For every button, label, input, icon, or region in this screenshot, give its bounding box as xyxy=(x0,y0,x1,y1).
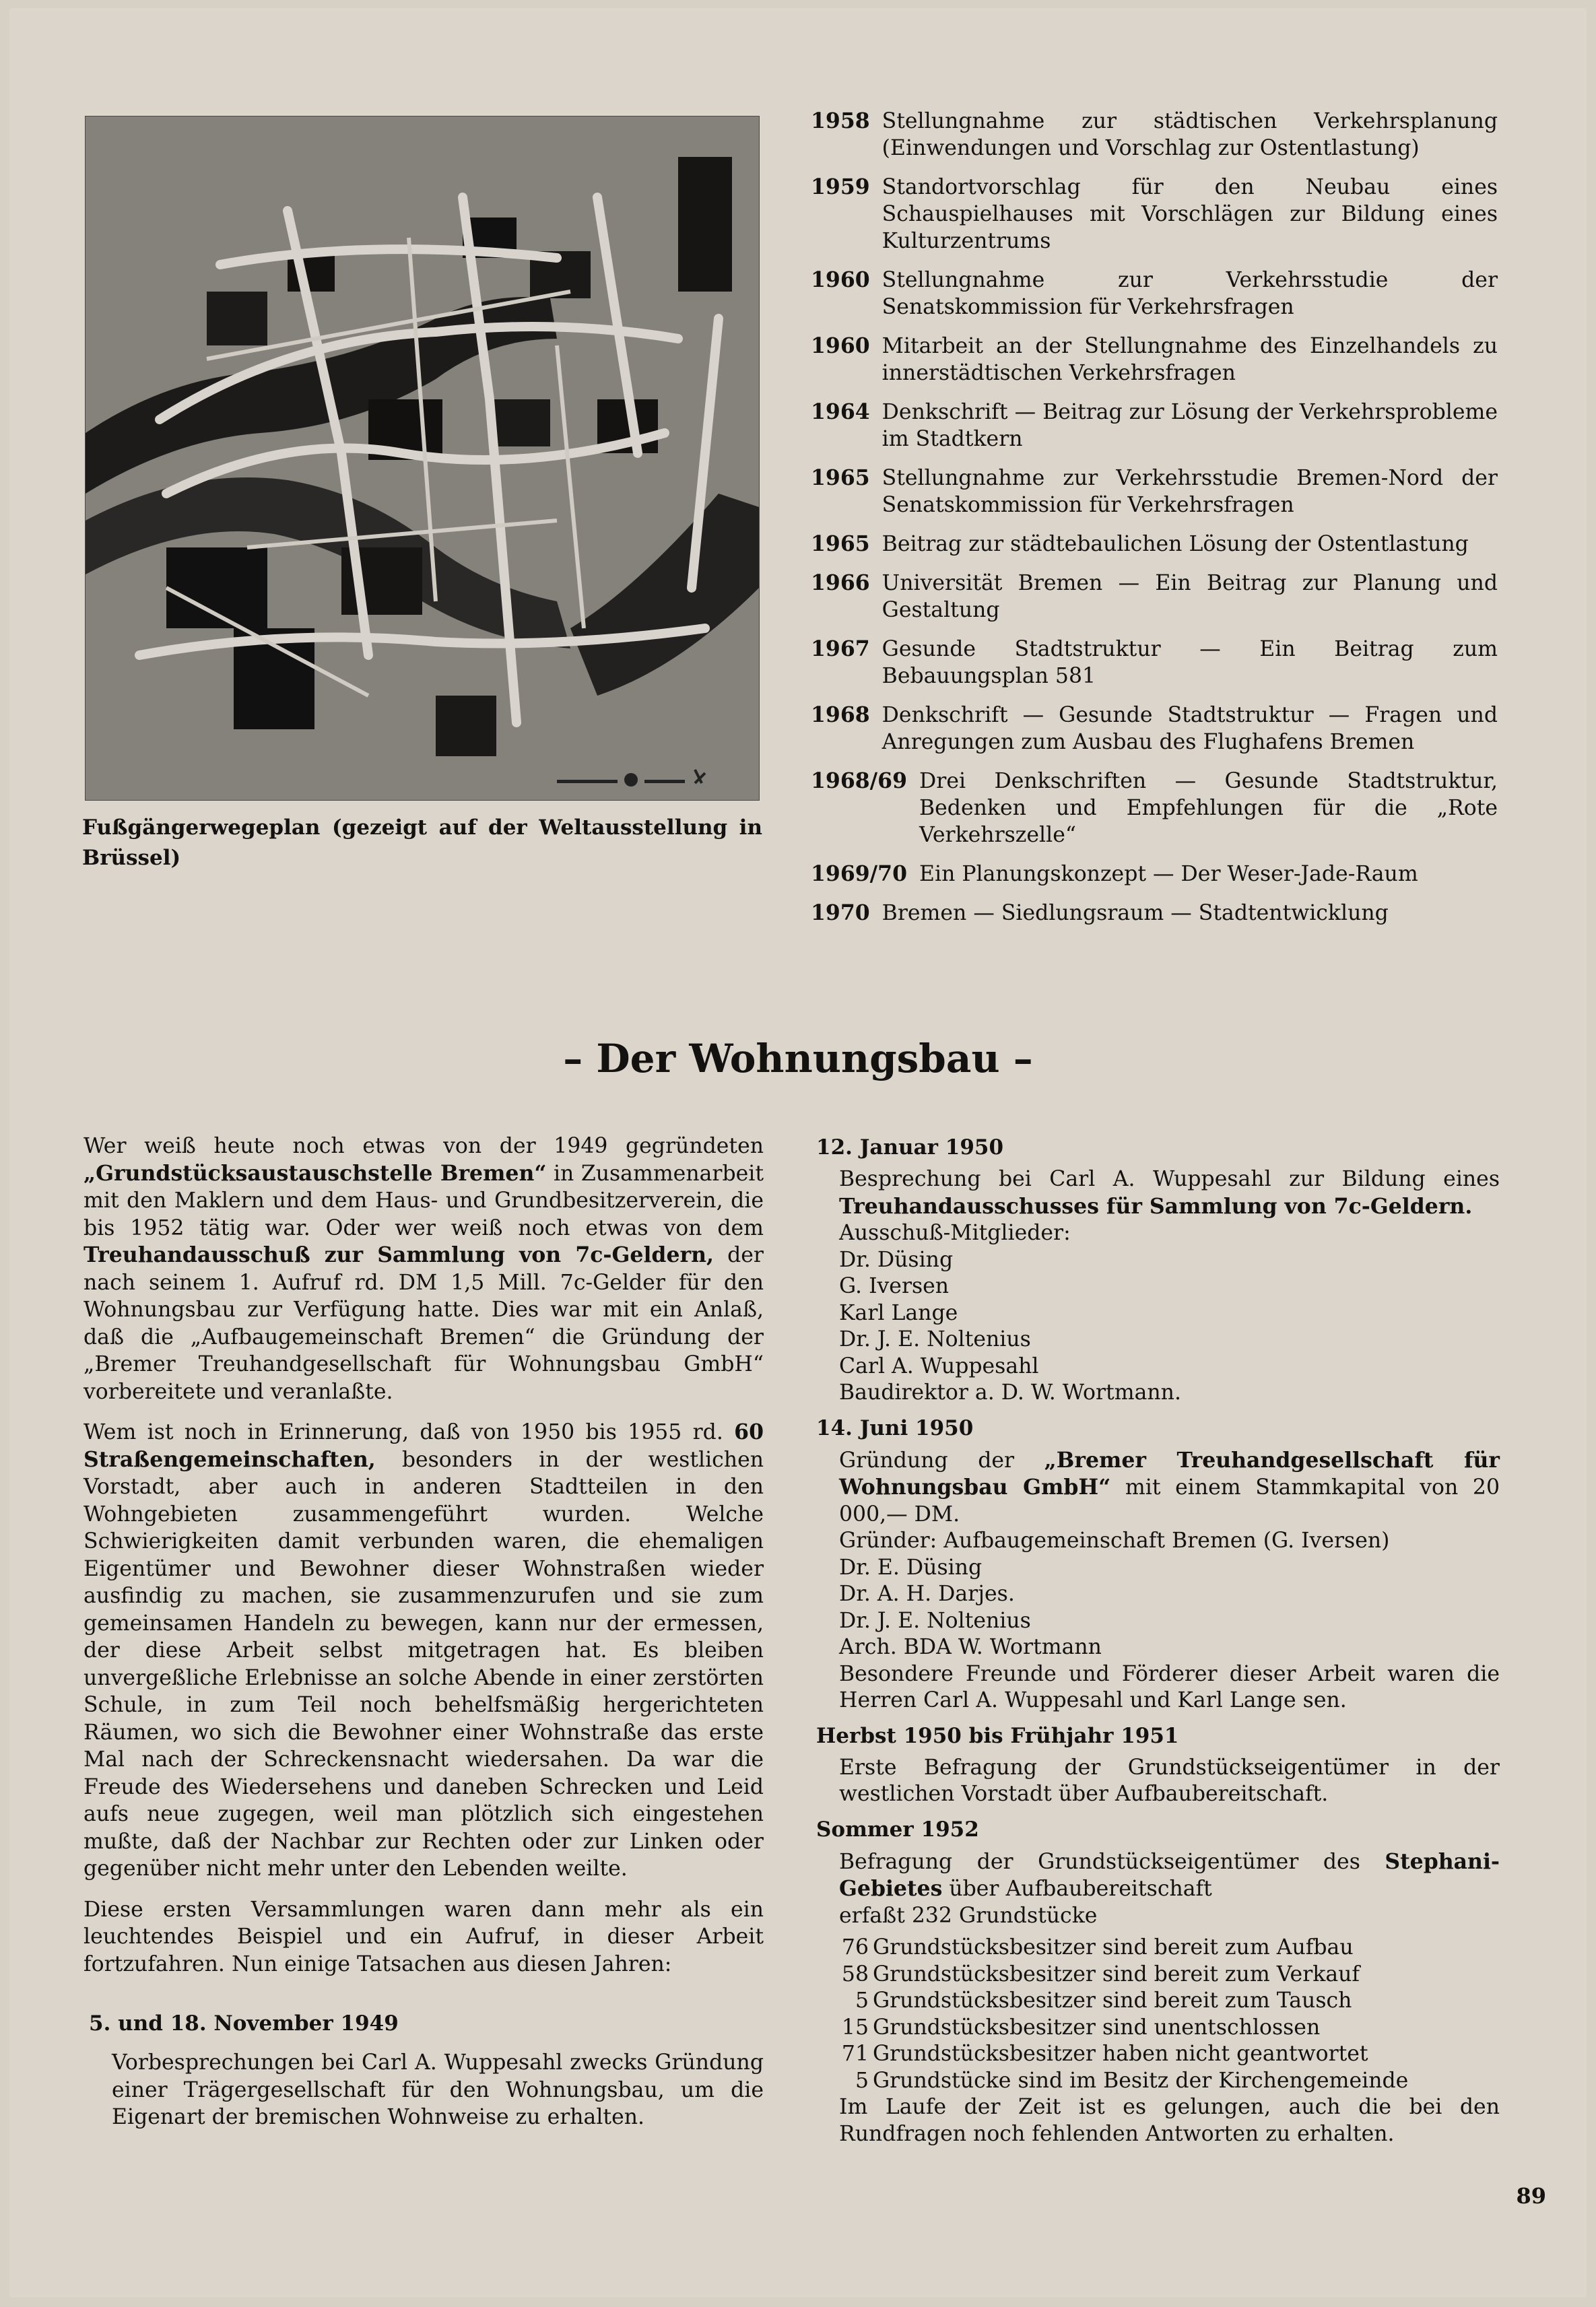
member-name: Carl A. Wuppesahl xyxy=(839,1353,1039,1378)
chronology-year: 1965 xyxy=(811,531,870,556)
paragraph-1: Wer weiß heute noch etwas von der 1949 gegründeten „Grundstücksaustauschstelle Bremen“ in Zusammenarbeit mit den Maklern und dem Haus- und Grundbesitzerverein, die bis 1952 tätig war. Oder wer weiß noch etwas von dem Treuhandausschuß zur Sammlung von 7c-Geldern, der nach seinem 1. Aufruf rd. DM 1,5 Mill. 7c-Gelder für den Wohnungsbau zur Verfügung hatte. Dies war mit ein Anlaß, daß die „Aufbaugemeinschaft Bremen“ die Gründung der „Bremer Treuhandgesellschaft für Wohnungsbau GmbH“ vorbereitete und veranlaßte. xyxy=(84,1134,764,1404)
chronology-year: 1969/70 xyxy=(811,861,908,886)
event-2: Gründung der „Bremer Treuhandgesellschaft für Wohnungsbau GmbH“ mit einem Stammkapital von 20 000,— DM. Gründer: Aufbaugemeinschaft Bremen (G. Iversen) Dr. E. Düsing Dr. A. H. Darjes. Dr. J. E. Noltenius Arch. BDA W. Wortmann Besondere Freunde und Förderer dieser Arbeit waren die Herren Carl A. Wuppesahl und Karl Lange sen. xyxy=(839,1447,1500,1712)
chronology-text: Beitrag zur städtebaulichen Lösung der Ostentlastung xyxy=(882,532,1469,556)
section-title: – Der Wohnungsbau – xyxy=(563,1036,1033,1081)
stat-row xyxy=(839,1988,1500,2015)
event-text: Vorbesprechungen bei Carl A. Wuppesahl zwecks Gründung einer Trägergesellschaft für den Wohnungsbau, um die Eigenart der bremischen Wohnweise zu erhalten. xyxy=(112,2050,764,2129)
stat-count: 5 xyxy=(855,1988,869,2013)
stat-row xyxy=(839,2015,1500,2042)
event-1: Besprechung bei Carl A. Wuppesahl zur Bildung eines Treuhandausschusses für Sammlung von 7c-Geldern. Ausschuß-Mitglieder: Dr. Düsing G. Iversen Karl Lange Dr. J. E. Noltenius Carl A. Wuppesahl Baudirektor a. D. W. Wortmann. xyxy=(839,1166,1500,1407)
stat-count: 58 xyxy=(841,1962,869,1986)
chronology-year: 1960 xyxy=(811,333,870,358)
chronology-text: Standortvorschlag für den Neubau eines Schauspielhauses mit Vorschlägen zur Bildung eines Kulturzentrums xyxy=(882,175,1498,253)
paragraph-3: Diese ersten Versammlungen waren dann mehr als ein leuchtendes Beispiel und ein Aufruf, in dieser Arbeit fortzufahren. Nun einige Tatsachen aus diesen Jahren: xyxy=(84,1897,764,1976)
event-date-3: Herbst 1950 bis Frühjahr 1951 xyxy=(816,1723,1179,1748)
stat-row xyxy=(839,1962,1500,1988)
stat-row xyxy=(839,2068,1500,2095)
chronology-year: 1959 xyxy=(811,174,870,199)
chronology-entry xyxy=(811,174,1498,255)
stat-text: Grundstücke sind im Besitz der Kirchengemeinde xyxy=(873,2068,1409,2093)
chronology-entry xyxy=(811,570,1498,624)
chronology-text: Universität Bremen — Ein Beitrag zur Planung und Gestaltung xyxy=(882,571,1498,622)
chronology-entry xyxy=(811,861,1498,888)
chronology-text: Mitarbeit an der Stellungnahme des Einzelhandels zu innerstädtischen Verkehrsfragen xyxy=(882,334,1498,385)
chronology-text: Bremen — Siedlungsraum — Stadtentwicklung xyxy=(882,901,1389,925)
stats-list xyxy=(839,1935,1500,2094)
page-number: 89 xyxy=(1516,2183,1546,2209)
chronology-entry xyxy=(811,768,1498,848)
chronology-text: Denkschrift — Beitrag zur Lösung der Verkehrsprobleme im Stadtkern xyxy=(882,400,1498,451)
stat-count: 15 xyxy=(841,2015,869,2040)
stat-count: 71 xyxy=(841,2042,869,2066)
chronology-entry xyxy=(811,636,1498,690)
stat-row xyxy=(839,1935,1500,1962)
stat-text: Grundstücksbesitzer sind bereit zum Aufbau xyxy=(873,1935,1354,1960)
chronology-list xyxy=(811,108,1498,939)
stat-row xyxy=(839,2041,1500,2068)
chronology-entry xyxy=(811,333,1498,387)
stat-text: Grundstücksbesitzer sind bereit zum Verkauf xyxy=(873,1962,1360,1986)
stat-text: Grundstücksbesitzer haben nicht geantwortet xyxy=(873,2042,1368,2066)
event-date-2: 14. Juni 1950 xyxy=(816,1415,974,1440)
founder-name: Arch. BDA W. Wortmann xyxy=(839,1635,1102,1659)
event-date-1: 12. Januar 1950 xyxy=(816,1135,1004,1160)
chronology-entry xyxy=(811,465,1498,519)
chronology-text: Denkschrift — Gesunde Stadtstruktur — Fragen und Anregungen zum Ausbau des Flughafens Bremen xyxy=(882,703,1498,754)
chronology-year: 1965 xyxy=(811,465,870,490)
stat-count: 5 xyxy=(855,2068,869,2093)
chronology-entry xyxy=(811,399,1498,453)
chronology-entry xyxy=(811,702,1498,756)
chronology-year: 1960 xyxy=(811,267,870,292)
event-4: Befragung der Grundstückseigentümer des Stephani-Gebietes über Aufbaubereitschaft erfaßt 232 Grundstücke 76 Grundstücksbesitzer sind bereit zum Aufbau 58 Grundstücksbesitzer sind bereit zum Verkauf 5 Grundstücksbesitzer sind bereit zum Tausch 15 Grundstücksbesitzer sind unentschlossen 71 Grundstücksbesitzer haben nicht geantwortet 5 Grundstücke sind im Besitz der Kirchengemeinde Im Laufe der Zeit ist es gelungen, auch die bei den Rundfragen noch fehlenden Antworten zu erhalten. xyxy=(839,1848,1500,2146)
page xyxy=(9,8,1587,2298)
member-name: Karl Lange xyxy=(839,1300,958,1325)
pedestrian-plan-map xyxy=(85,116,760,801)
map-graphic xyxy=(86,116,759,800)
founder-name: Dr. A. H. Darjes. xyxy=(839,1582,1015,1606)
chronology-entry xyxy=(811,267,1498,321)
chronology-text: Stellungnahme zur Verkehrsstudie Bremen-Nord der Senatskommission für Verkehrsfragen xyxy=(882,466,1498,517)
chronology-entry xyxy=(811,531,1498,558)
event-3: Erste Befragung der Grundstückseigentümer in der westlichen Vorstadt über Aufbaubereitschaft. xyxy=(839,1755,1500,1806)
stat-text: Grundstücksbesitzer sind bereit zum Tausch xyxy=(873,1988,1352,2013)
figure-caption: Fußgängerwegeplan (gezeigt auf der Weltausstellung in Brüssel) xyxy=(82,815,762,870)
paragraph-2: Wem ist noch in Erinnerung, daß von 1950 bis 1955 rd. 60 Straßengemeinschaften, besonders in der westlichen Vorstadt, aber auch in anderen Stadtteilen in den Wohngebieten zusammengeführt wurden. Welche Schwierigkeiten damit verbunden waren, die ehemaligen Eigentümer und Bewohner dieser Wohnstraßen wieder ausfindig zu machen, sie zusammenzurufen und sie zum gemeinsamen Handeln zu bewegen, kann nur der ermessen, der diese Arbeit selbst mitgetragen hat. Es bleiben unvergeßliche Erlebnisse an solche Abende in einer zerstörten Schule, in zum Teil noch behelfsmäßig hergerichteten Räumen, wo sich die Bewohner einer Wohnstraße das erste Mal nach der Schreckensnacht wiedersahen. Da war die Freude des Wiedersehens und daneben Schrecken und Leid aufs neue zugegen, weil man plötzlich sich eingestehen mußte, daß der Nachbar zur Rechten oder zur Linken oder gegenüber nicht mehr unter den Lebenden weilte. xyxy=(84,1419,764,1881)
founder-list xyxy=(839,1555,1500,1661)
chronology-text: Drei Denkschriften — Gesunde Stadtstruktur, Bedenken und Empfehlungen für die „Rote Verkehrszelle“ xyxy=(919,769,1498,847)
right-column xyxy=(816,1134,1500,2155)
chronology-year: 1970 xyxy=(811,900,870,925)
stat-count: 76 xyxy=(841,1935,869,1960)
chronology-year: 1968 xyxy=(811,702,870,727)
chronology-year: 1964 xyxy=(811,399,870,424)
left-column xyxy=(84,1133,764,2145)
member-name: Baudirektor a. D. W. Wortmann. xyxy=(839,1380,1181,1405)
founder-name: Dr. E. Düsing xyxy=(839,1555,983,1580)
event-date-4: Sommer 1952 xyxy=(816,1817,979,1842)
member-name: G. Iversen xyxy=(839,1274,950,1298)
member-name: Dr. Düsing xyxy=(839,1247,954,1272)
chronology-text: Gesunde Stadtstruktur — Ein Beitrag zum Bebauungsplan 581 xyxy=(882,637,1498,688)
stat-text: Grundstücksbesitzer sind unentschlossen xyxy=(873,2015,1321,2040)
event-date: 5. und 18. November 1949 xyxy=(89,2011,399,2036)
member-list xyxy=(839,1247,1500,1407)
chronology-year: 1967 xyxy=(811,636,870,661)
chronology-text: Stellungnahme zur Verkehrsstudie der Senatskommission für Verkehrsfragen xyxy=(882,268,1498,319)
chronology-entry xyxy=(811,900,1498,927)
chronology-text: Stellungnahme zur städtischen Verkehrsplanung (Einwendungen und Vorschlag zur Ostentlastung) xyxy=(882,109,1498,160)
founder-name: Dr. J. E. Noltenius xyxy=(839,1608,1031,1633)
chronology-year: 1968/69 xyxy=(811,768,908,793)
chronology-year: 1958 xyxy=(811,108,870,133)
chronology-text: Ein Planungskonzept — Der Weser-Jade-Raum xyxy=(919,862,1418,886)
member-name: Dr. J. E. Noltenius xyxy=(839,1327,1031,1351)
chronology-year: 1966 xyxy=(811,570,870,595)
chronology-entry xyxy=(811,108,1498,162)
